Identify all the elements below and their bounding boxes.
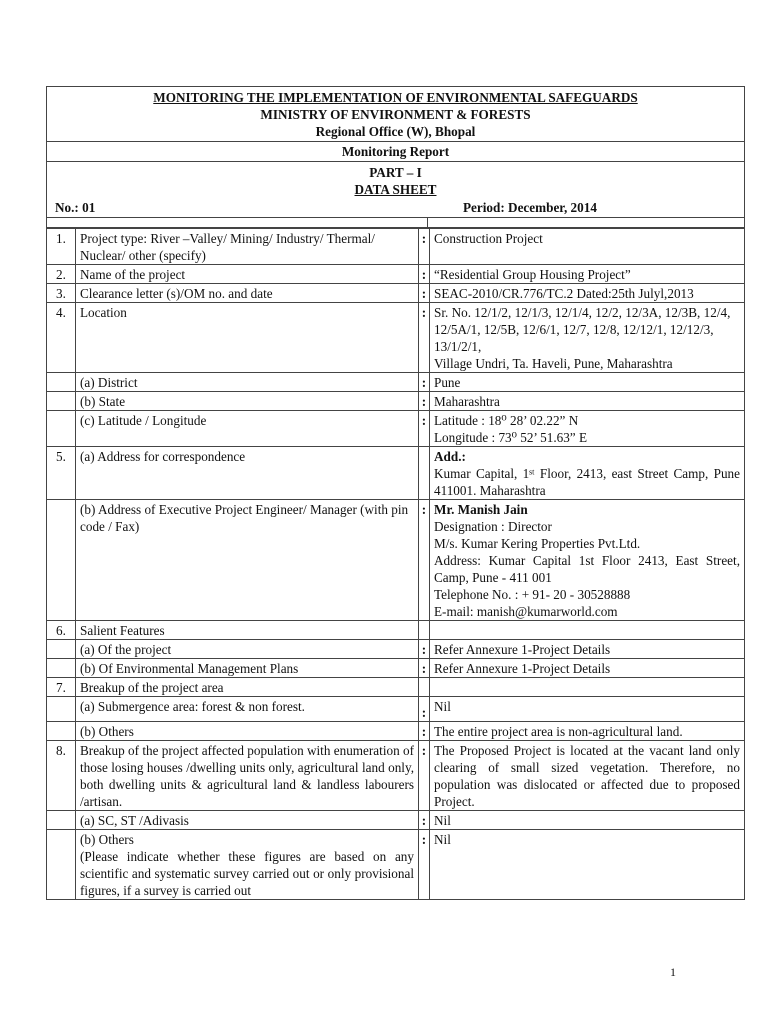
row-description: (c) Latitude / Longitude [76, 411, 419, 447]
colon: : [419, 229, 430, 265]
colon: : [419, 303, 430, 373]
manager-designation: Designation : Director [434, 519, 552, 534]
colon: : [419, 500, 430, 621]
colon: : [419, 697, 430, 722]
table-row [47, 411, 745, 447]
colon: : [419, 659, 430, 678]
row-description [76, 830, 419, 900]
row-value: SEAC-2010/CR.776/TC.2 Dated:25th Julyl,2013 [430, 284, 745, 303]
row-number: 8. [47, 741, 76, 811]
regional-office: Regional Office (W), Bhopal [315, 124, 476, 139]
email: E-mail: manish@kumarworld.com [434, 604, 618, 619]
ministry-name: MINISTRY OF ENVIRONMENT & FORESTS [260, 107, 531, 122]
part-heading [47, 162, 744, 198]
row-description: Breakup of the project area [76, 678, 419, 697]
colon: : [419, 811, 430, 830]
table-row [47, 678, 745, 697]
colon: : [419, 640, 430, 659]
table-row [47, 722, 745, 741]
report-title: MONITORING THE IMPLEMENTATION OF ENVIRONMENTAL SAFEGUARDS [153, 90, 638, 105]
row-value: “Residential Group Housing Project” [430, 265, 745, 284]
location-village: Village Undri, Ta. Haveli, Pune, Maharashtra [434, 356, 673, 371]
row-number: 6. [47, 621, 76, 640]
location-survey-2: 12/5A/1, 12/5B, 12/6/1, 12/7, 12/8, 12/12/1, 12/12/3, 13/1/2/1, [434, 322, 714, 354]
row-number: 1. [47, 229, 76, 265]
part-label: PART – I [369, 165, 422, 180]
row-description: (b) State [76, 392, 419, 411]
row-value: Maharashtra [430, 392, 745, 411]
header-titles [47, 87, 744, 142]
longitude: Longitude : 73⁰ 52’ 51.63” E [434, 430, 588, 445]
address-body: Kumar Capital, 1ˢᵗ Floor, 2413, east Street Camp, Pune 411001. Maharashtra [434, 466, 740, 498]
row-description: Project type: River –Valley/ Mining/ Industry/ Thermal/ Nuclear/ other (specify) [76, 229, 419, 265]
row-description: Salient Features [76, 621, 419, 640]
row-number: 7. [47, 678, 76, 697]
table-row [47, 659, 745, 678]
row-description: Breakup of the project affected population with enumeration of those losing houses /dwelling units only, agricultural land only, both dwelling units & agricultural land & landless labourers /artisan. [76, 741, 419, 811]
manager-name: Mr. Manish Jain [434, 502, 528, 517]
location-survey-1: Sr. No. 12/1/2, 12/1/3, 12/1/4, 12/2, 12/3A, 12/3B, 12/4, [434, 305, 731, 320]
colon: : [419, 741, 430, 811]
row-description: (a) SC, ST /Adivasis [76, 811, 419, 830]
manager-details [430, 500, 745, 621]
row-number: 4. [47, 303, 76, 373]
row-value: Nil [430, 697, 745, 722]
data-table [46, 228, 745, 900]
latitude: Latitude : 18⁰ 28’ 02.22” N [434, 413, 579, 428]
datasheet-label: DATA SHEET [354, 182, 437, 197]
table-row [47, 392, 745, 411]
row-number: 3. [47, 284, 76, 303]
row-value: Refer Annexure 1-Project Details [430, 659, 745, 678]
row-description: (a) Submergence area: forest & non forest. [76, 697, 419, 722]
colon: : [419, 830, 430, 900]
table-row [47, 373, 745, 392]
colon: : [419, 411, 430, 447]
row-value: The Proposed Project is located at the vacant land only clearing of small sized vegetation. Therefore, no population was dislocated or affected due to proposed Project. [430, 741, 745, 811]
row-value: Nil [430, 811, 745, 830]
row-description: Location [76, 303, 419, 373]
address-heading: Add.: [434, 449, 466, 464]
table-row [47, 500, 745, 621]
colon: : [419, 265, 430, 284]
telephone: Telephone No. : + 91- 20 - 30528888 [434, 587, 631, 602]
report-number: No.: 01 [55, 200, 96, 215]
row-description: Clearance letter (s)/OM no. and date [76, 284, 419, 303]
colon: : [419, 722, 430, 741]
table-row [47, 229, 745, 265]
table-row [47, 303, 745, 373]
row-description: (a) District [76, 373, 419, 392]
report-period: Period: December, 2014 [463, 200, 597, 215]
table-row [47, 640, 745, 659]
row-description: (a) Address for correspondence [76, 447, 419, 500]
others-label: (b) Others [80, 832, 134, 847]
company-name: M/s. Kumar Kering Properties Pvt.Ltd. [434, 536, 641, 551]
company-address: Address: Kumar Capital 1st Floor 2413, East Street, Camp, Pune - 411 001 [434, 553, 740, 585]
table-row [47, 447, 745, 500]
row-description: (a) Of the project [76, 640, 419, 659]
colon: : [419, 392, 430, 411]
table-row [47, 621, 745, 640]
table-row [47, 830, 745, 900]
row-value: The entire project area is non-agricultural land. [430, 722, 745, 741]
row-value: Refer Annexure 1-Project Details [430, 640, 745, 659]
row-value: Construction Project [430, 229, 745, 265]
table-row [47, 284, 745, 303]
coordinates-value [430, 411, 745, 447]
data-sheet-document [46, 86, 745, 900]
row-description: (b) Address of Executive Project Engineer/ Manager (with pin code / Fax) [76, 500, 419, 621]
spacer-row [46, 218, 745, 228]
table-row [47, 697, 745, 722]
colon: : [419, 284, 430, 303]
colon: : [419, 373, 430, 392]
others-note: (Please indicate whether these figures are based on any scientific and systematic survey carried out or only provisional figures, if a survey is carried out [80, 849, 414, 898]
row-description: (b) Of Environmental Management Plans [76, 659, 419, 678]
row-number: 5. [47, 447, 76, 500]
row-description: Name of the project [76, 265, 419, 284]
row-description: (b) Others [76, 722, 419, 741]
report-header [46, 86, 745, 198]
row-value: Pune [430, 373, 745, 392]
correspondence-address [430, 447, 745, 500]
row-value: Nil [430, 830, 745, 900]
table-row [47, 741, 745, 811]
table-row [47, 811, 745, 830]
table-row [47, 265, 745, 284]
page-number: 1 [670, 965, 676, 979]
report-type: Monitoring Report [47, 142, 744, 162]
row-number: 2. [47, 265, 76, 284]
location-value [430, 303, 745, 373]
number-period-row [46, 198, 745, 218]
colon [419, 447, 430, 500]
